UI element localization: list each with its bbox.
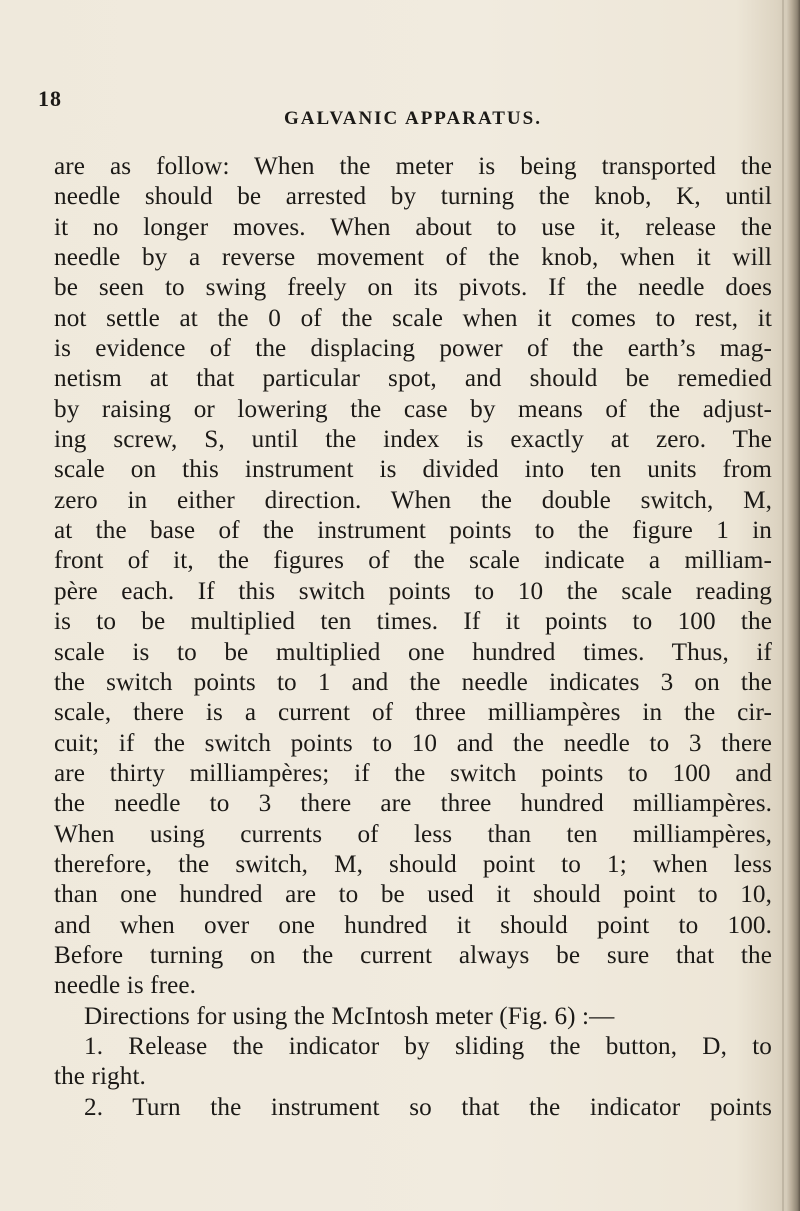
- text-line: the needle to 3 there are three hundred milliampères.: [54, 790, 772, 818]
- text-line: needle is free.: [54, 972, 197, 1000]
- text-line: zero in either direction. When the double switch, M,: [54, 486, 772, 514]
- text-line: netism at that particular spot, and should be remedied: [54, 365, 772, 393]
- running-head: GALVANIC APPARATUS.: [284, 108, 542, 129]
- text-line: Directions for using the McIntosh meter (Fig. 6) :—: [84, 1002, 615, 1030]
- text-line: 2. Turn the instrument so that the indicator points: [84, 1093, 772, 1121]
- text-line: ing screw, S, until the index is exactly at zero. The: [54, 426, 772, 454]
- text-line: it no longer moves. When about to use it, release the: [54, 213, 772, 241]
- text-line: When using currents of less than ten milliampères,: [54, 820, 772, 848]
- text-line: are as follow: When the meter is being transported the: [54, 153, 772, 180]
- text-line: is evidence of the displacing power of the earth’s mag-: [54, 335, 772, 363]
- body-text: [54, 152, 772, 1123]
- text-line: scale on this instrument is divided into ten units from: [54, 456, 772, 484]
- text-line: scale is to be multiplied one hundred times. Thus, if: [54, 638, 772, 666]
- text-line: than one hundred are to be used it should point to 10,: [54, 881, 772, 909]
- text-line: Before turning on the current always be sure that the: [54, 941, 772, 969]
- text-line: is to be multiplied ten times. If it points to 100 the: [54, 608, 772, 636]
- text-line: front of it, the figures of the scale indicate a milliam-: [54, 547, 772, 575]
- text-line: are thirty milliampères; if the switch points to 100 and: [54, 759, 772, 787]
- text-line: cuit; if the switch points to 10 and the needle to 3 there: [54, 729, 772, 757]
- text-line: needle should be arrested by turning the knob, K, until: [54, 183, 772, 211]
- text-line: and when over one hundred it should point to 100.: [54, 911, 772, 939]
- text-line: the right.: [54, 1063, 146, 1091]
- page-gutter-shadow: [782, 0, 784, 1211]
- text-line: the switch points to 1 and the needle indicates 3 on the: [54, 668, 772, 696]
- page-number: 18: [38, 86, 62, 111]
- text-line: not settle at the 0 of the scale when it comes to rest, it: [54, 304, 772, 332]
- text-line: therefore, the switch, M, should point to 1; when less: [54, 850, 772, 878]
- text-line: scale, there is a current of three milliampères in the cir-: [54, 699, 772, 727]
- text-line: at the base of the instrument points to the figure 1 in: [54, 517, 772, 545]
- text-line: needle by a reverse movement of the knob, when it will: [54, 244, 772, 272]
- page-header: [0, 86, 800, 129]
- text-line: père each. If this switch points to 10 the scale reading: [54, 577, 772, 605]
- text-line: be seen to swing freely on its pivots. If the needle does: [54, 274, 772, 302]
- page-edge: [786, 0, 800, 1211]
- text-line: 1. Release the indicator by sliding the button, D, to: [84, 1032, 772, 1060]
- text-line: by raising or lowering the case by means of the adjust-: [54, 395, 772, 423]
